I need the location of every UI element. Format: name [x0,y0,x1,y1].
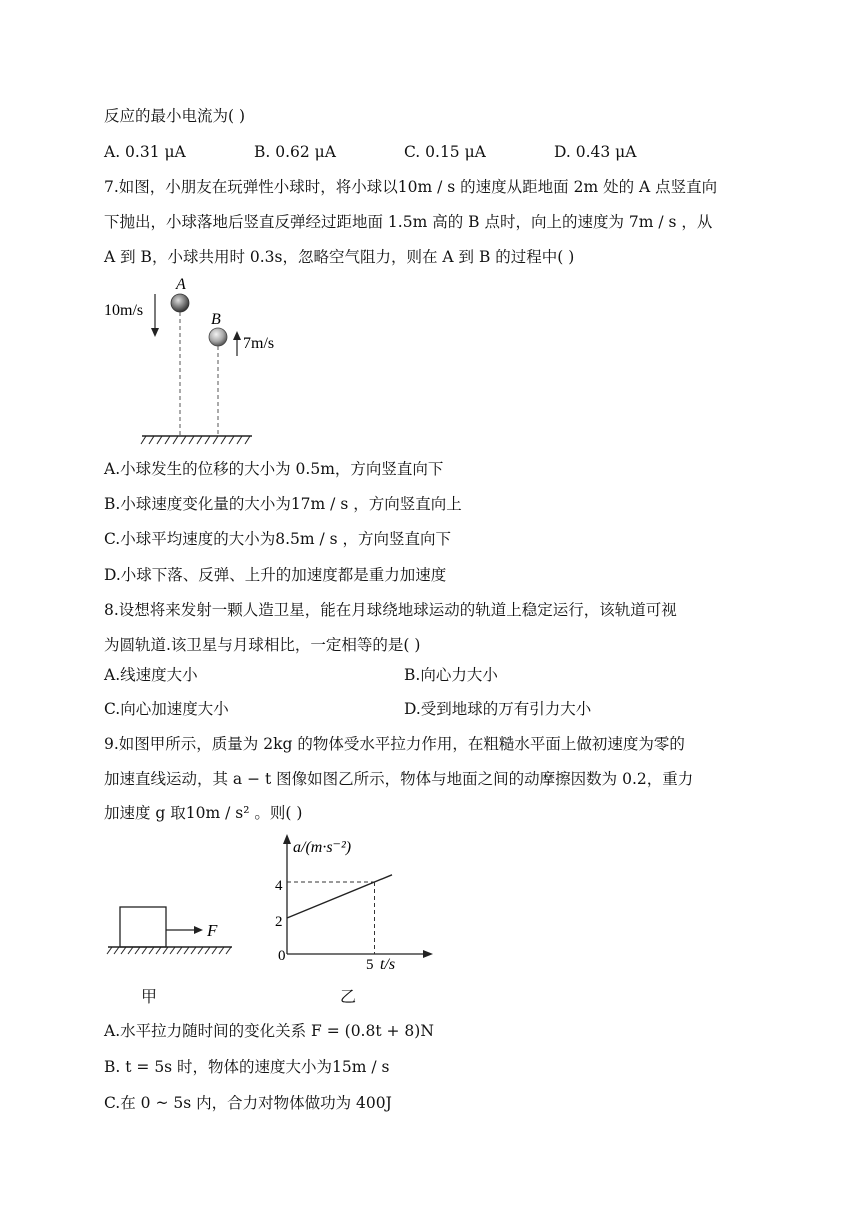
y-tick-4: 4 [275,878,283,894]
q6-option-b: B. 0.62 μA [254,143,336,161]
origin-label: 0 [278,948,286,964]
y-axis-label: a/(m·s⁻²) [293,839,352,856]
q9-at-chart [275,832,435,972]
caption-jia: 甲 [141,987,158,1006]
q7-option-a: A.小球发生的位移的大小为 0.5m，方向竖直向下 [104,460,444,478]
caption-yi: 乙 [340,987,357,1006]
q8-option-d: D.受到地球的万有引力大小 [404,700,592,718]
q9-stem-line-3: 加速度 g 取10m / s² 。则( ) [104,804,303,822]
q9-block-figure [104,895,244,975]
q6-option-a: A. 0.31 μA [104,143,186,161]
q9-stem-line-1: 9.如图甲所示，质量为 2kg 的物体受水平拉力作用，在粗糙水平面上做初速度为零的 [104,735,685,753]
q9-stem-line-2: 加速直线运动，其 a − t 图像如图乙所示，物体与地面之间的动摩擦因数为 0.2，重力 [104,770,694,788]
q8-stem-line-1: 8.设想将来发射一颗人造卫星，能在月球绕地球运动的轨道上稳定运行，该轨道可视 [104,601,677,619]
q8-option-b: B.向心力大小 [404,666,498,684]
ball-a [171,294,189,312]
q9-option-b: B. t = 5s 时，物体的速度大小为15m / s [104,1058,390,1076]
q7-option-b: B.小球速度变化量的大小为17m / s ，方向竖直向上 [104,495,462,513]
q7-stem-line-2: 下抛出，小球落地后竖直反弹经过距地面 1.5m 高的 B 点时，向上的速度为 7m / s ，从 [104,213,713,231]
q7-stem-line-3: A 到 B，小球共用时 0.3s，忽略空气阻力，则在 A 到 B 的过程中( ) [104,248,575,266]
q7-option-c: C.小球平均速度的大小为8.5m / s ，方向竖直向下 [104,530,452,548]
x-axis-label: t/s [380,956,396,972]
x-tick-5: 5 [366,957,374,972]
speed-down-label: 10m/s [104,302,144,319]
speed-up-label: 7m/s [243,335,275,352]
label-a: A [176,278,186,293]
q7-ball-figure [96,278,296,448]
ball-b [209,328,227,346]
label-b: B [211,311,221,328]
y-tick-2: 2 [275,914,283,930]
q8-option-c: C.向心加速度大小 [104,700,229,718]
q9-option-c: C.在 0 ~ 5s 内，合力对物体做功为 400J [104,1094,392,1112]
q8-stem-line-2: 为圆轨道.该卫星与月球相比，一定相等的是( ) [104,636,421,654]
q9-option-a: A.水平拉力随时间的变化关系 F = (0.8t + 8)N [104,1022,434,1040]
force-label: F [207,921,218,940]
q7-option-d: D.小球下落、反弹、上升的加速度都是重力加速度 [104,566,447,584]
q6-tail: 反应的最小电流为( ) [104,107,246,125]
at-series-line [287,875,392,918]
q8-option-a: A.线速度大小 [104,666,198,684]
q6-option-d: D. 0.43 μA [554,143,637,161]
q6-option-c: C. 0.15 μA [404,143,486,161]
block [120,907,166,947]
q7-stem-line-1: 7.如图，小朋友在玩弹性小球时，将小球以10m / s 的速度从距地面 2m 处的 A 点竖直向 [104,178,718,196]
